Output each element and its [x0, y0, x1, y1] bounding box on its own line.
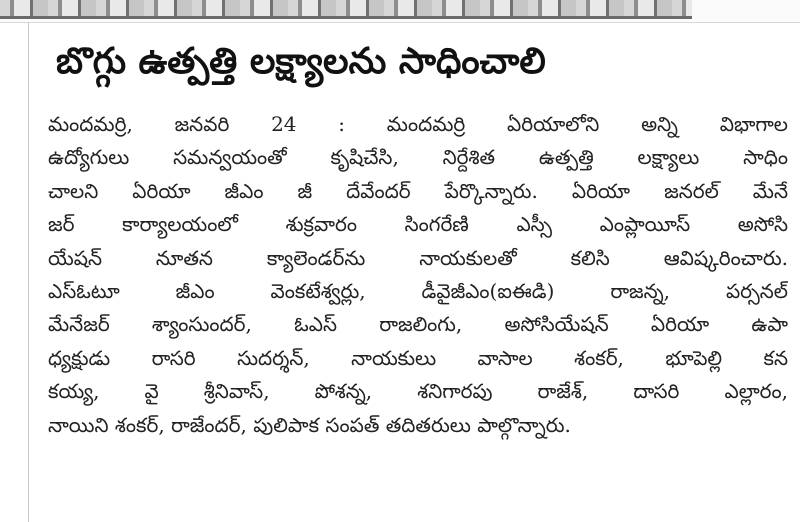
article-line-1: మందమర్రి, జనవరి 24 : మందమర్రి ఏరియాలోని అన్ని విభాగాల [48, 112, 788, 136]
article-body [48, 108, 788, 442]
previous-article-photo-edge [0, 0, 800, 23]
news-article [48, 30, 788, 516]
article-line-10: నాయిని శంకర్, రాజేందర్, పులిపాక సంపత్ తదితరులు పాల్గొన్నారు. [48, 412, 571, 437]
article-line-8: ధ్యక్షుడు రాసరి సుదర్శన్, నాయకులు వాసాల శంకర్, భూపెల్లి కన [48, 345, 788, 370]
article-line-4: జర్ కార్యాలయంలో శుక్రవారం సింగరేణి ఎస్సీ ఎంప్లాయీస్ అసోసి [48, 212, 788, 237]
article-headline: బొగ్గు ఉత్పత్తి లక్ష్యాలను సాధించాలి [56, 41, 546, 82]
photo-border [0, 16, 692, 19]
article-line-7: మేనేజర్ శ్యాంసుందర్, ఓఎస్ రాజలింగు, అసోసియేషన్ ఏరియా ఉపా [48, 312, 788, 337]
article-line-2: ఉద్యోగులు సమన్వయంతో కృషిచేసి, నిర్దేశిత ఉత్పత్తి లక్ష్యాలు సాధిం [48, 145, 788, 170]
column-divider [28, 22, 29, 522]
article-line-3: చాలని ఏరియా జీఎం జీ దేవేందర్ పేర్కొన్నారు. ఏరియా జనరల్ మేనే [48, 178, 788, 203]
article-line-9: కయ్య, వై శ్రీనివాస్, పోశన్న, శనిగారపు రాజేశ్, దాసరి ఎల్లారం, [48, 379, 788, 404]
article-line-6: ఎస్ఓటూ జీఎం వెంకటేశ్వర్లు, డీవైజీఎం(ఐఈడి) రాజన్న, పర్సనల్ [48, 278, 788, 303]
article-line-5: యేషన్ నూతన క్యాలెండర్‌ను నాయకులతో కలిసి ఆవిష్కరించారు. [48, 245, 788, 270]
